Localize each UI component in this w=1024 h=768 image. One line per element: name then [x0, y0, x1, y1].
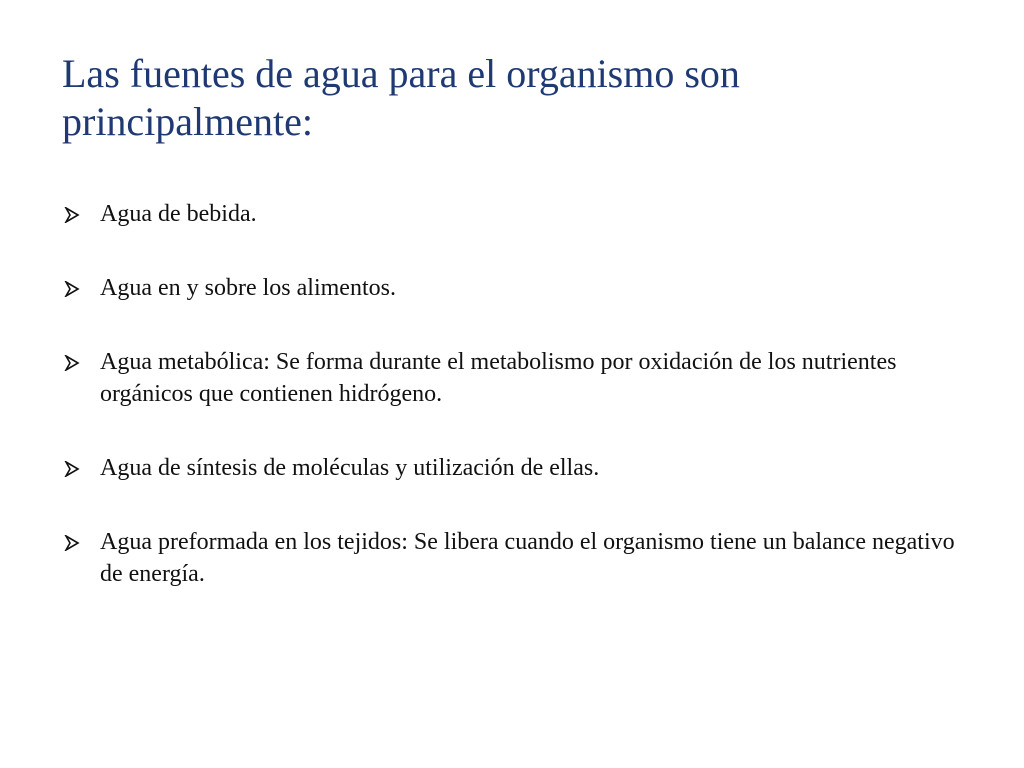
- bullet-list: [62, 198, 982, 632]
- arrowhead-right-icon: [64, 207, 80, 223]
- arrowhead-right-icon: [64, 355, 80, 371]
- bullet-text: Agua metabólica: Se forma durante el metabolismo por oxidación de los nutrientes orgánicos que contienen hidrógeno.: [100, 349, 897, 407]
- slide-title: Las fuentes de agua para el organismo son principalmente:: [62, 51, 740, 144]
- arrowhead-right-icon: [64, 281, 80, 297]
- bullet-item: [62, 526, 982, 590]
- bullet-text: Agua preformada en los tejidos: Se libera cuando el organismo tiene un balance negativo de energía.: [100, 529, 955, 587]
- bullet-text: Agua en y sobre los alimentos.: [100, 275, 396, 301]
- bullet-text: Agua de bebida.: [100, 201, 257, 227]
- bullet-item: [62, 198, 982, 230]
- arrowhead-right-icon: [64, 535, 80, 551]
- bullet-item: [62, 272, 982, 304]
- bullet-item: [62, 346, 982, 410]
- bullet-item: [62, 452, 982, 484]
- arrowhead-right-icon: [64, 461, 80, 477]
- bullet-text: Agua de síntesis de moléculas y utilización de ellas.: [100, 455, 600, 481]
